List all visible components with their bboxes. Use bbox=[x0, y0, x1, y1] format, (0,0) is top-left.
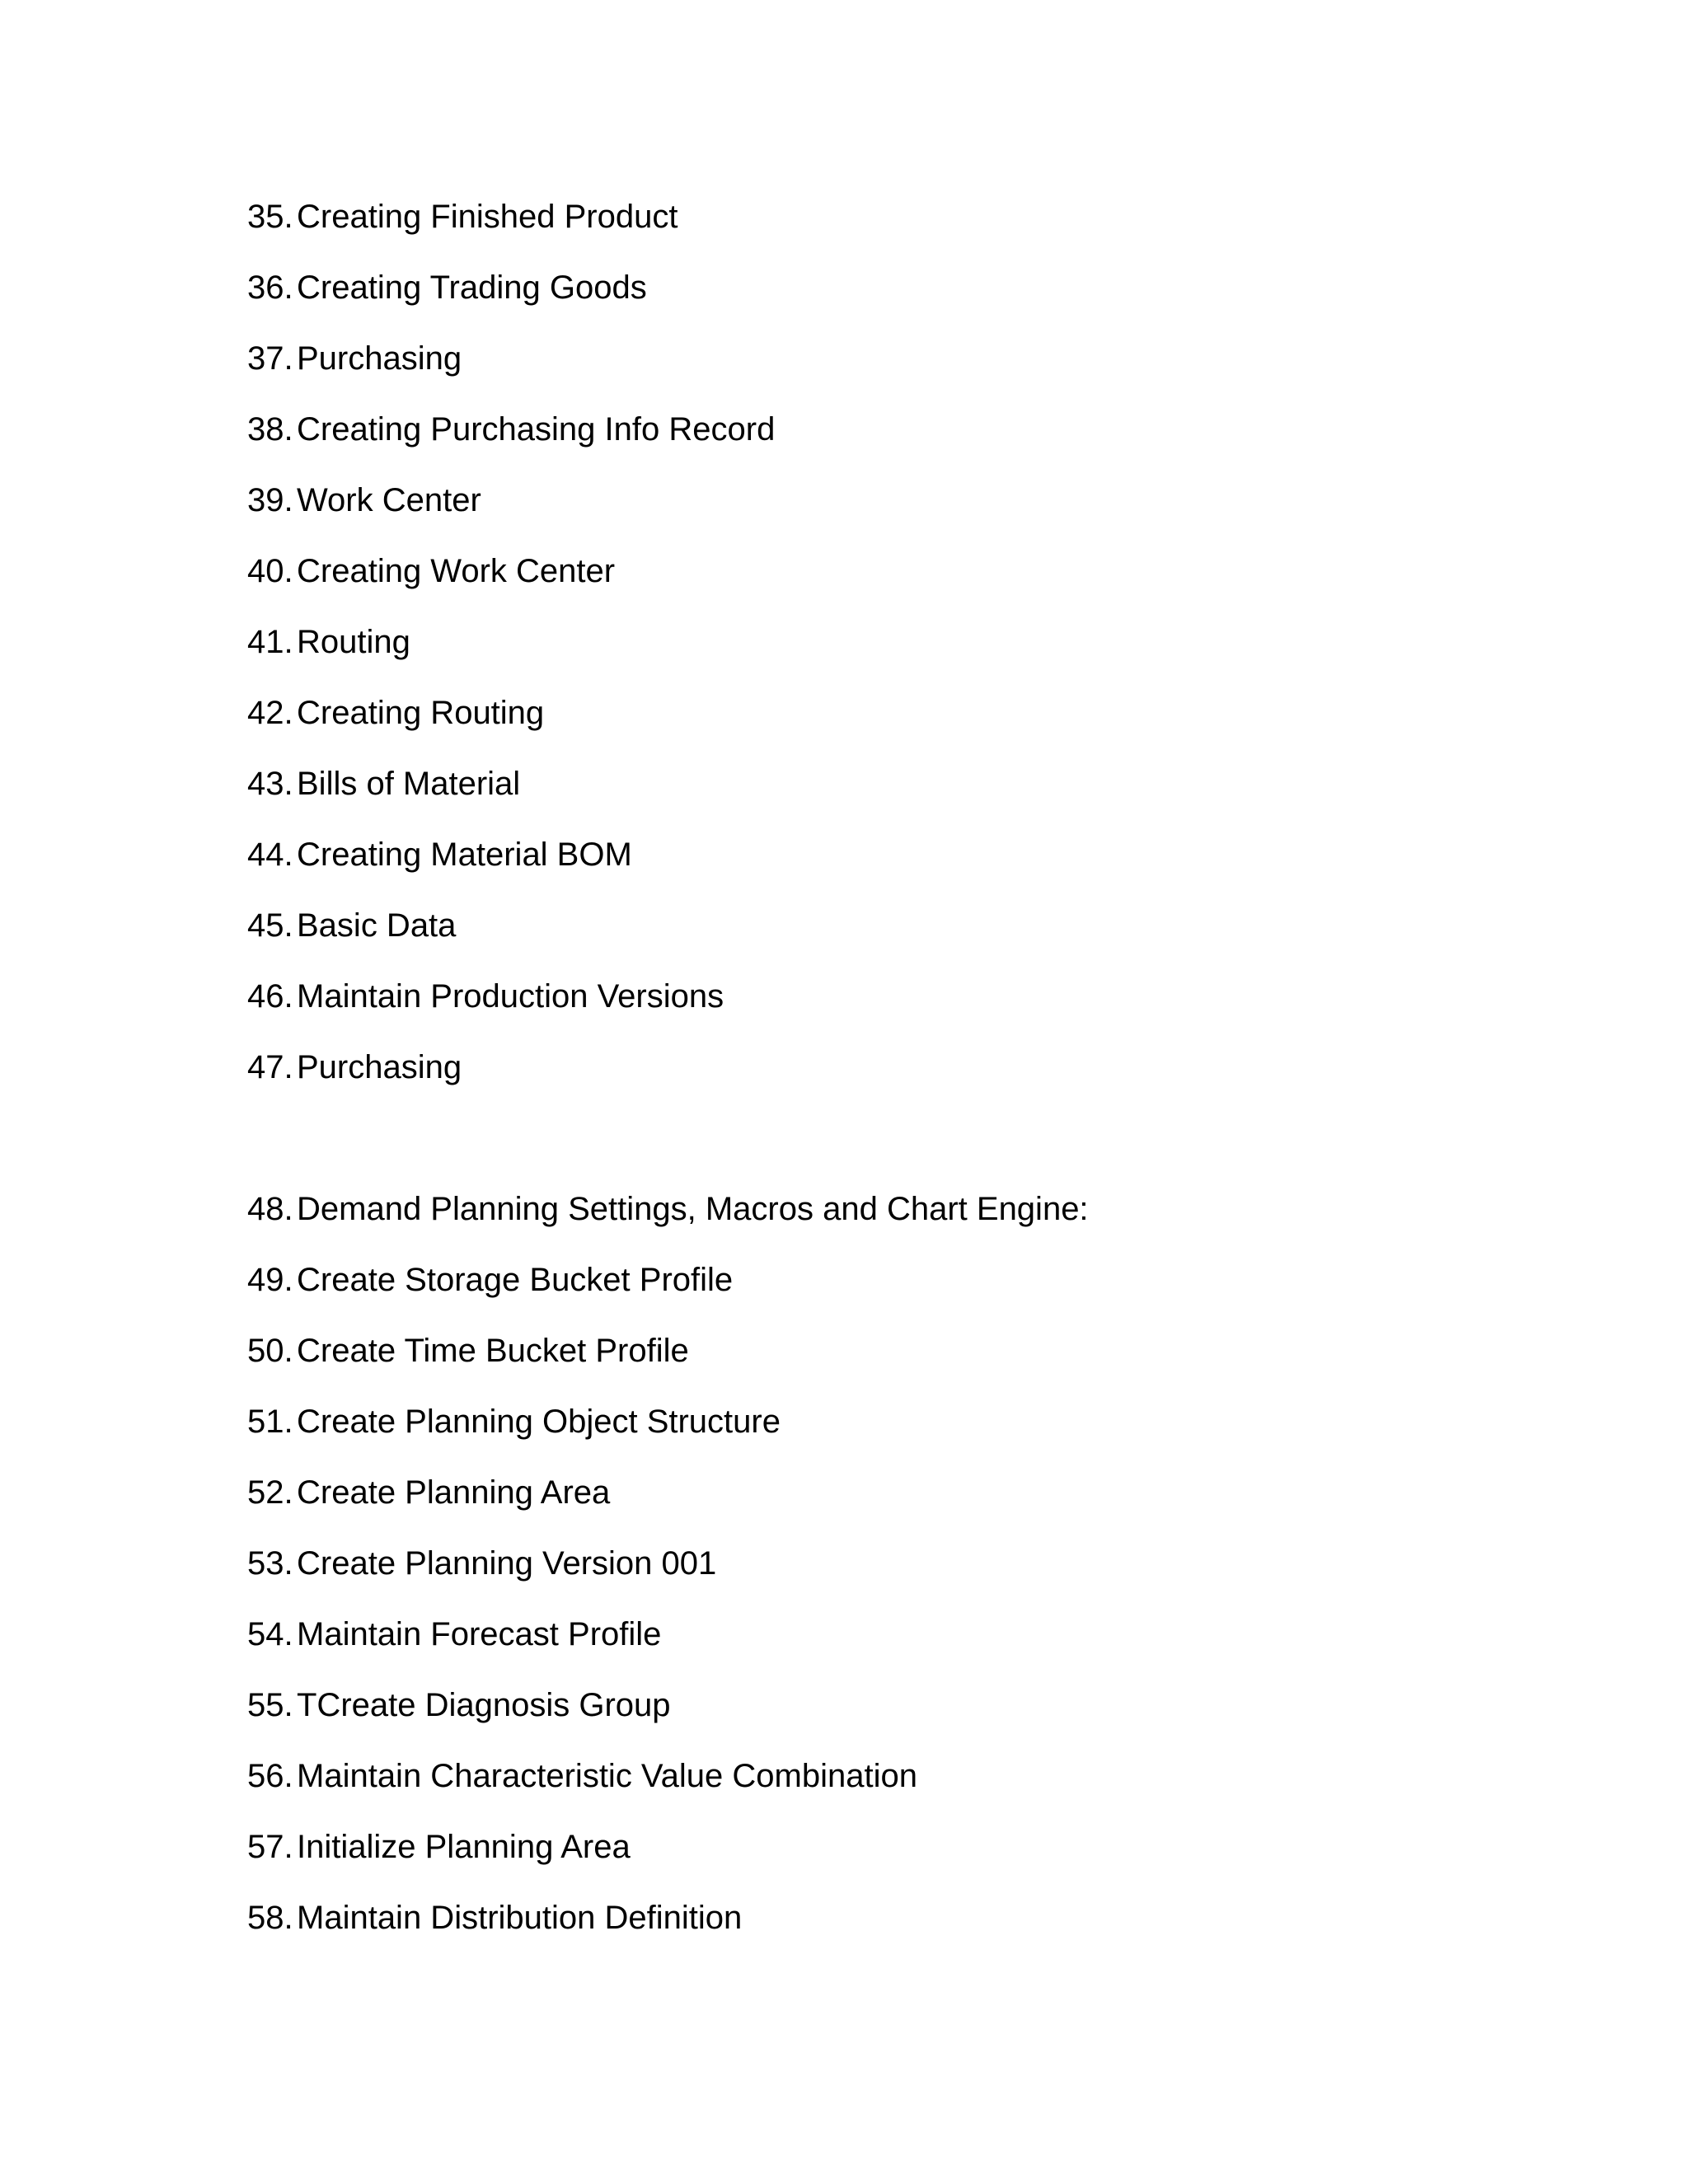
list-item-text: TCreate Diagnosis Group bbox=[297, 1687, 671, 1723]
list-item-number: 56. bbox=[247, 1758, 293, 1794]
list-item-text: Maintain Distribution Definition bbox=[297, 1900, 743, 1936]
list-item bbox=[247, 191, 1484, 262]
list-item-text: Maintain Production Versions bbox=[297, 978, 724, 1015]
list-item bbox=[247, 1042, 1484, 1113]
list-item-number: 52. bbox=[247, 1474, 293, 1511]
list-item-number: 48. bbox=[247, 1191, 293, 1227]
list-item bbox=[247, 1183, 1484, 1254]
list-item-text: Create Storage Bucket Profile bbox=[297, 1262, 734, 1298]
list-item-number: 57. bbox=[247, 1829, 293, 1865]
list-item bbox=[247, 1680, 1484, 1750]
list-item-number: 44. bbox=[247, 837, 293, 873]
list-item-text: Creating Trading Goods bbox=[297, 269, 647, 306]
list-item bbox=[247, 1325, 1484, 1396]
list-item bbox=[247, 404, 1484, 475]
list-item-text: Create Planning Object Structure bbox=[297, 1404, 781, 1440]
list-item-text: Creating Work Center bbox=[297, 553, 616, 589]
list-item-number: 45. bbox=[247, 907, 293, 944]
list-item-number: 49. bbox=[247, 1262, 293, 1298]
list-item-number: 47. bbox=[247, 1049, 293, 1085]
list-item bbox=[247, 1538, 1484, 1609]
list-item-number: 50. bbox=[247, 1333, 293, 1369]
list-item-text: Create Planning Area bbox=[297, 1474, 611, 1511]
list-item-text: Initialize Planning Area bbox=[297, 1829, 631, 1865]
list-item bbox=[247, 1467, 1484, 1538]
list-item bbox=[247, 1892, 1484, 1963]
list-item-text: Creating Material BOM bbox=[297, 837, 632, 873]
list-item bbox=[247, 475, 1484, 546]
list-item bbox=[247, 1750, 1484, 1821]
list-item-number: 51. bbox=[247, 1404, 293, 1440]
list-item-number: 58. bbox=[247, 1900, 293, 1936]
list-item bbox=[247, 1396, 1484, 1467]
list-item-text: Routing bbox=[297, 624, 410, 660]
list-item-text: Maintain Characteristic Value Combination bbox=[297, 1758, 917, 1794]
list-item bbox=[247, 546, 1484, 616]
list-item-text: Create Planning Version 001 bbox=[297, 1545, 717, 1582]
list-item bbox=[247, 687, 1484, 758]
list-item-number: 38. bbox=[247, 411, 293, 448]
list-item-number: 55. bbox=[247, 1687, 293, 1723]
list-item bbox=[247, 1821, 1484, 1892]
list-item bbox=[247, 333, 1484, 404]
list-item-number: 46. bbox=[247, 978, 293, 1015]
list-item-text: Purchasing bbox=[297, 1049, 462, 1085]
list-item-number: 43. bbox=[247, 766, 293, 802]
list-item-number: 37. bbox=[247, 340, 293, 377]
list-item-number: 40. bbox=[247, 553, 293, 589]
list-item bbox=[247, 900, 1484, 971]
list-item bbox=[247, 1609, 1484, 1680]
list-item-number: 36. bbox=[247, 269, 293, 306]
list-item-text: Create Time Bucket Profile bbox=[297, 1333, 689, 1369]
list-item bbox=[247, 262, 1484, 333]
list-item bbox=[247, 616, 1484, 687]
list-item bbox=[247, 829, 1484, 900]
list-item-text: Creating Purchasing Info Record bbox=[297, 411, 776, 448]
list-item bbox=[247, 971, 1484, 1042]
list-item-text: Basic Data bbox=[297, 907, 457, 944]
list-item-number: 42. bbox=[247, 695, 293, 731]
numbered-list bbox=[247, 191, 1484, 1963]
list-item-text: Maintain Forecast Profile bbox=[297, 1616, 662, 1652]
list-item-text: Creating Finished Product bbox=[297, 199, 678, 235]
list-item-number: 39. bbox=[247, 482, 293, 518]
list-item-text: Work Center bbox=[297, 482, 481, 518]
list-item-number: 54. bbox=[247, 1616, 293, 1652]
list-item bbox=[247, 1254, 1484, 1325]
list-item-number: 53. bbox=[247, 1545, 293, 1582]
list-item-number: 41. bbox=[247, 624, 293, 660]
list-item bbox=[247, 758, 1484, 829]
list-item-text: Creating Routing bbox=[297, 695, 545, 731]
list-item-text: Bills of Material bbox=[297, 766, 521, 802]
list-item-number: 35. bbox=[247, 199, 293, 235]
list-item-text: Purchasing bbox=[297, 340, 462, 377]
list-item-text: Demand Planning Settings, Macros and Chart Engine: bbox=[297, 1191, 1089, 1227]
